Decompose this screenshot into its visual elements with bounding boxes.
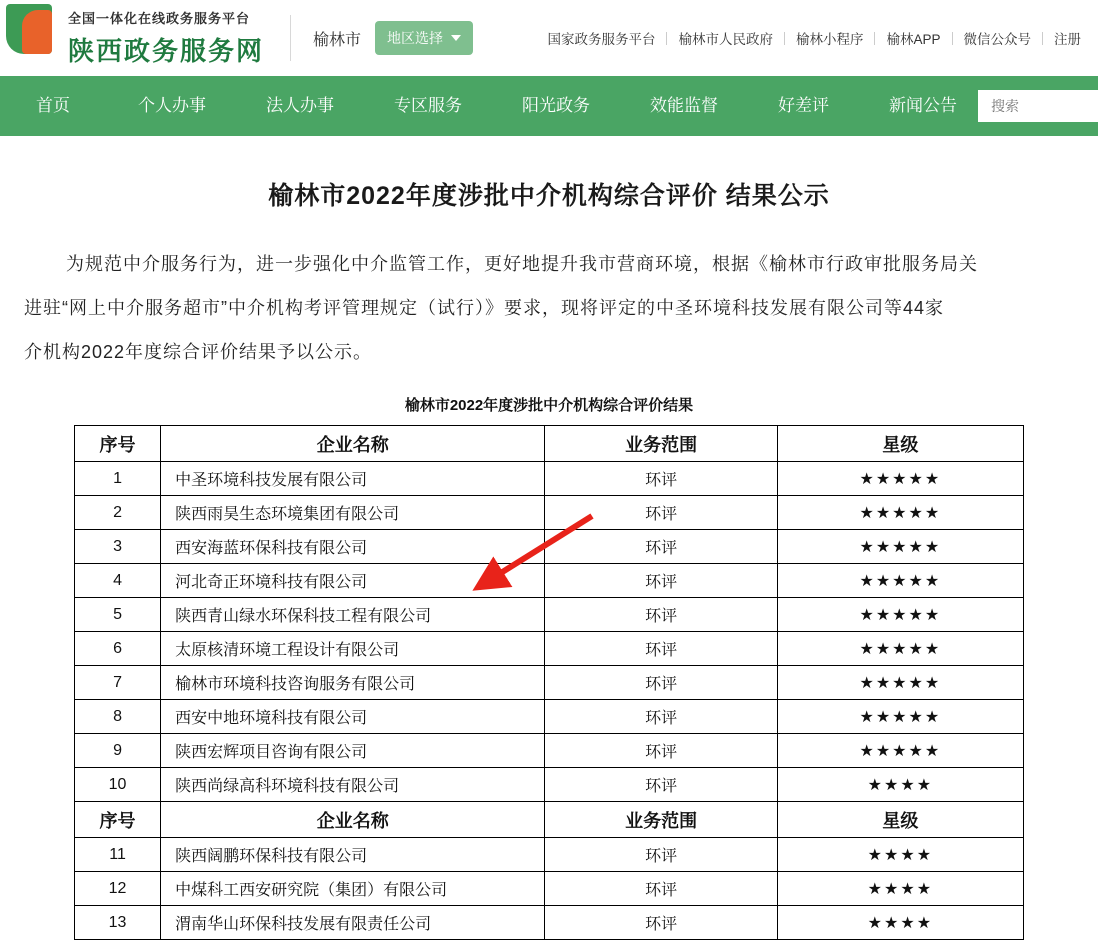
cell-stars: ★★★★★ <box>777 734 1023 768</box>
column-header-company: 企业名称 <box>161 426 545 462</box>
cell-scope: 环评 <box>545 768 777 802</box>
cell-company: 陕西阔鹏环保科技有限公司 <box>161 838 545 872</box>
current-city-label: 榆林市 <box>313 31 362 49</box>
cell-index: 2 <box>75 496 161 530</box>
cell-stars: ★★★★ <box>777 872 1023 906</box>
nav-item-legal-entity[interactable]: 法人办事 <box>266 96 334 115</box>
table-caption: 榆林市2022年度涉批中介机构综合评价结果 <box>404 397 694 414</box>
cell-index: 1 <box>75 462 161 496</box>
article-paragraph-2 <box>24 286 1074 330</box>
cell-stars: ★★★★★ <box>777 462 1023 496</box>
cell-scope: 环评 <box>545 462 777 496</box>
cell-scope: 环评 <box>545 564 777 598</box>
cell-company: 陕西青山绿水环保科技工程有限公司 <box>161 598 545 632</box>
cell-company: 中圣环境科技发展有限公司 <box>161 462 545 496</box>
column-header-stars: 星级 <box>777 426 1023 462</box>
cell-company: 河北奇正环境科技有限公司 <box>161 564 545 598</box>
site-logo[interactable] <box>0 0 60 76</box>
cell-index: 10 <box>75 768 161 802</box>
cell-scope: 环评 <box>545 666 777 700</box>
header-divider <box>290 15 291 61</box>
table-row <box>75 666 1024 700</box>
page-title: 榆林市2022年度涉批中介机构综合评价 结果公示 <box>268 182 830 210</box>
column-header-company: 企业名称 <box>161 802 545 838</box>
cell-index: 9 <box>75 734 161 768</box>
column-header-scope: 业务范围 <box>545 426 777 462</box>
header-link-app[interactable]: 榆林APP <box>886 32 941 47</box>
cell-stars: ★★★★ <box>777 906 1023 940</box>
paragraph-text: 进驻“网上中介服务超市”中介机构考评管理规定（试行）》要求，现将评定的中圣环境科技发展有限公司等44家 <box>24 298 945 318</box>
cell-stars: ★★★★ <box>777 768 1023 802</box>
paragraph-text: 介机构2022年度综合评价结果予以公示。 <box>24 342 373 362</box>
cell-scope: 环评 <box>545 530 777 564</box>
chevron-down-icon <box>451 35 461 41</box>
cell-stars: ★★★★★ <box>777 700 1023 734</box>
cell-index: 11 <box>75 838 161 872</box>
cell-stars: ★★★★★ <box>777 530 1023 564</box>
evaluation-results-table <box>74 425 1024 940</box>
nav-item-zone-service[interactable]: 专区服务 <box>394 96 462 115</box>
nav-item-home[interactable]: 首页 <box>36 96 70 115</box>
table-row <box>75 462 1024 496</box>
cell-company: 陕西雨昊生态环境集团有限公司 <box>161 496 545 530</box>
cell-index: 6 <box>75 632 161 666</box>
header-link-wechat[interactable]: 微信公众号 <box>963 32 1031 47</box>
site-subtitle: 全国一体化在线政务服务平台 <box>68 11 251 26</box>
table-row <box>75 632 1024 666</box>
search-input[interactable] <box>989 97 1097 115</box>
table-header-row-repeat <box>75 802 1024 838</box>
logo-orange-shape <box>22 10 52 54</box>
header-link-register[interactable]: 注册 <box>1054 32 1081 47</box>
table-row <box>75 906 1024 940</box>
cell-index: 12 <box>75 872 161 906</box>
nav-items <box>0 76 987 136</box>
cell-stars: ★★★★ <box>777 838 1023 872</box>
table-row <box>75 700 1024 734</box>
nav-item-news[interactable]: 新闻公告 <box>889 96 957 115</box>
region-select-button[interactable] <box>375 21 473 55</box>
table-row <box>75 496 1024 530</box>
table-header-row <box>75 426 1024 462</box>
nav-item-personal[interactable]: 个人办事 <box>138 96 206 115</box>
column-header-stars: 星级 <box>777 802 1023 838</box>
cell-company: 渭南华山环保科技发展有限责任公司 <box>161 906 545 940</box>
table-row <box>75 564 1024 598</box>
cell-stars: ★★★★★ <box>777 632 1023 666</box>
table-row <box>75 872 1024 906</box>
nav-item-sunshine-government[interactable]: 阳光政务 <box>522 96 590 115</box>
header-link-national-platform[interactable]: 国家政务服务平台 <box>547 32 656 47</box>
cell-scope: 环评 <box>545 700 777 734</box>
cell-scope: 环评 <box>545 632 777 666</box>
site-name: 陕西政务服务网 <box>68 36 265 66</box>
cell-company: 榆林市环境科技咨询服务有限公司 <box>161 666 545 700</box>
cell-index: 7 <box>75 666 161 700</box>
cell-scope: 环评 <box>545 598 777 632</box>
search-box[interactable] <box>978 90 1098 122</box>
cell-company: 陕西尚绿高科环境科技有限公司 <box>161 768 545 802</box>
table-row <box>75 530 1024 564</box>
cell-company: 西安海蓝环保科技有限公司 <box>161 530 545 564</box>
cell-stars: ★★★★★ <box>777 666 1023 700</box>
cell-company: 西安中地环境科技有限公司 <box>161 700 545 734</box>
column-header-index: 序号 <box>75 802 161 838</box>
header-link-city-government[interactable]: 榆林市人民政府 <box>678 32 773 47</box>
table-row <box>75 768 1024 802</box>
cell-index: 13 <box>75 906 161 940</box>
cell-scope: 环评 <box>545 838 777 872</box>
site-title-block <box>60 8 264 68</box>
cell-company: 太原核清环境工程设计有限公司 <box>161 632 545 666</box>
cell-company: 中煤科工西安研究院（集团）有限公司 <box>161 872 545 906</box>
column-header-scope: 业务范围 <box>545 802 777 838</box>
cell-company: 陕西宏辉项目咨询有限公司 <box>161 734 545 768</box>
cell-index: 5 <box>75 598 161 632</box>
cell-scope: 环评 <box>545 496 777 530</box>
nav-item-efficiency-supervision[interactable]: 效能监督 <box>650 96 718 115</box>
cell-index: 3 <box>75 530 161 564</box>
table-row <box>75 734 1024 768</box>
cell-index: 8 <box>75 700 161 734</box>
header-link-mini-program[interactable]: 榆林小程序 <box>795 32 864 47</box>
cell-stars: ★★★★★ <box>777 598 1023 632</box>
table-row <box>75 838 1024 872</box>
cell-scope: 环评 <box>545 734 777 768</box>
site-header <box>0 0 1098 76</box>
column-header-index: 序号 <box>75 426 161 462</box>
header-links <box>536 28 1098 48</box>
main-navigation <box>0 76 1098 136</box>
article-paragraph-3 <box>24 330 1074 374</box>
cell-index: 4 <box>75 564 161 598</box>
cell-stars: ★★★★★ <box>777 496 1023 530</box>
article-paragraph-1 <box>24 242 1074 286</box>
paragraph-text: 为规范中介服务行为，进一步强化中介监管工作，更好地提升我市营商环境，根据《榆林市行政审批服务局关 <box>66 254 978 274</box>
cell-stars: ★★★★★ <box>777 564 1023 598</box>
table-row <box>75 598 1024 632</box>
cell-scope: 环评 <box>545 906 777 940</box>
cell-scope: 环评 <box>545 872 777 906</box>
region-select-label: 地区选择 <box>387 30 444 46</box>
nav-item-review[interactable]: 好差评 <box>778 96 829 115</box>
article-content <box>0 176 1098 940</box>
